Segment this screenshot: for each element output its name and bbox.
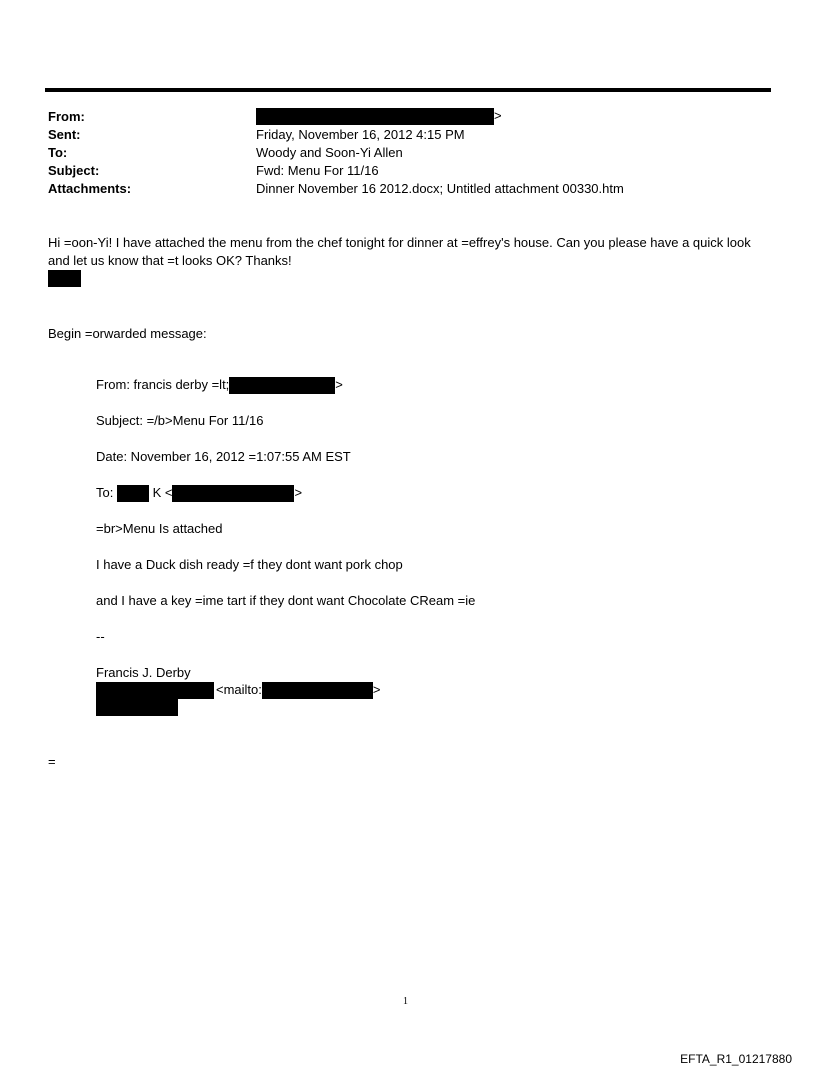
attachments-label: Attachments: [48,181,132,196]
from-suffix: > [494,108,502,123]
sent-value: Friday, November 16, 2012 4:15 PM [256,127,465,142]
attachments-value: Dinner November 16 2012.docx; Untitled attachment 00330.htm [256,181,624,196]
redaction-box [96,699,178,716]
mailto-suffix: > [372,682,381,697]
fwd-to-suffix: > [294,485,303,500]
fwd-subject: Subject: =/b>Menu For 11/16 [96,413,264,428]
fwd-to [96,485,302,502]
redaction-box [96,682,214,699]
fwd-menu-line: =br>Menu Is attached [96,521,223,536]
redaction-box [172,485,294,502]
trailing-mark: = [48,754,56,769]
redaction-box [117,485,149,502]
mailto-prefix: <mailto: [216,682,262,697]
from-value [256,108,502,125]
fwd-to-prefix: To: [96,485,114,500]
fwd-date: Date: November 16, 2012 =1:07:55 AM EST [96,449,351,464]
redaction-box [48,270,81,287]
redaction-box [229,377,335,394]
fwd-from-prefix: From: francis derby =lt; [96,377,230,392]
header-rule [45,88,771,92]
fwd-to-mid: K < [152,485,173,500]
to-label: To: [48,145,68,160]
signature-mailto [216,682,380,699]
signature-separator: -- [96,629,105,644]
subject-label: Subject: [48,163,100,178]
forward-intro: Begin =orwarded message: [48,326,207,341]
fwd-from-suffix: > [335,377,343,392]
fwd-tart-line: and I have a key =ime tart if they dont want Chocolate CReam =ie [96,593,476,608]
subject-value: Fwd: Menu For 11/16 [256,163,379,178]
to-value: Woody and Soon-Yi Allen [256,145,403,160]
from-label: From: [48,109,85,124]
message-body: Hi =oon-Yi! I have attached the menu from the chef tonight for dinner at =effrey's house. Can you please have a quick look and let us know that =t looks OK? Thanks! [48,235,751,268]
sent-label: Sent: [48,127,81,142]
fwd-from [96,377,343,394]
document-id: EFTA_R1_01217880 [680,1052,792,1066]
signature-name: Francis J. Derby [96,665,191,680]
redaction-box [256,108,494,125]
page-number: 1 [403,996,408,1007]
fwd-duck-line: I have a Duck dish ready =f they dont want pork chop [96,557,403,572]
redaction-box [262,682,373,699]
